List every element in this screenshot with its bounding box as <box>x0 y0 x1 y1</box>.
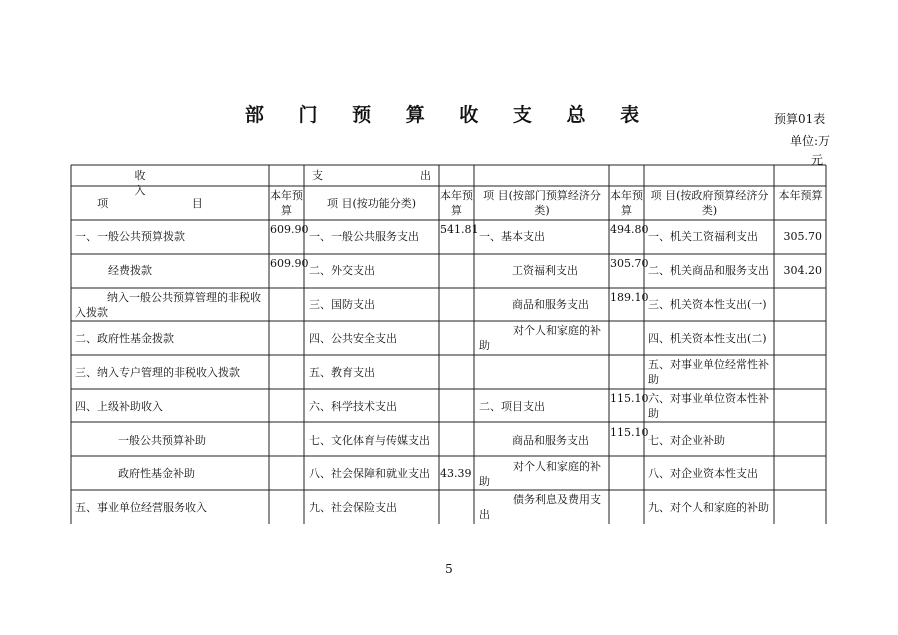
income-item: 四、上级补助收入 <box>75 400 163 413</box>
dept-item: 对个人和家庭的补助 <box>479 460 601 488</box>
col-dept-item: 项 目(按部门预算经济分类) <box>483 189 601 217</box>
dept-item: 工资福利支出 <box>512 264 578 277</box>
dept-amount: 189.10 <box>610 291 649 304</box>
dept-item: 债务利息及费用支出 <box>479 493 601 521</box>
income-item: 二、政府性基金拨款 <box>75 332 174 345</box>
table-code: 预算01表 <box>774 112 826 126</box>
dept-item: 商品和服务支出 <box>512 434 589 447</box>
dept-amount: 494.80 <box>610 223 649 236</box>
group-expense-label-left: 支 <box>312 169 323 182</box>
gov-item: 六、对事业单位资本性补助 <box>648 392 769 420</box>
page-title: 部 门 预 算 收 支 总 表 <box>244 104 654 126</box>
income-item: 一般公共预算补助 <box>118 434 206 447</box>
col-func-item: 项 目(按功能分类) <box>326 197 417 210</box>
func-item: 八、社会保障和就业支出 <box>309 467 430 480</box>
gov-item: 一、机关工资福利支出 <box>648 230 758 243</box>
gov-item: 五、对事业单位经常性补助 <box>648 358 769 386</box>
group-expense-label-right: 出 <box>420 169 431 182</box>
col-dept-budget: 本年预算 <box>610 189 643 217</box>
income-item: 三、纳入专户管理的非税收入拨款 <box>75 366 240 379</box>
dept-amount: 305.70 <box>610 257 649 270</box>
income-item: 经费拨款 <box>108 264 152 277</box>
gov-item: 二、机关商品和服务支出 <box>648 264 769 277</box>
func-item: 四、公共安全支出 <box>309 332 397 345</box>
gov-item: 四、机关资本性支出(二) <box>648 332 767 345</box>
unit-label-cont: 元 <box>811 153 824 167</box>
gov-amount: 305.70 <box>783 230 822 243</box>
dept-item: 对个人和家庭的补助 <box>479 324 601 352</box>
col-gov-item: 项 目(按政府预算经济分类) <box>650 189 769 217</box>
unit-label: 单位:万 <box>790 134 831 148</box>
col-income-budget: 本年预算 <box>270 189 303 217</box>
gov-amount: 304.20 <box>783 264 822 277</box>
page-number: 5 <box>445 562 453 576</box>
gov-item: 三、机关资本性支出(一) <box>648 298 767 311</box>
func-amount: 43.39 <box>440 467 472 480</box>
gov-item: 七、对企业补助 <box>648 434 725 447</box>
income-item: 五、事业单位经营服务收入 <box>75 501 207 514</box>
func-item: 二、外交支出 <box>309 264 375 277</box>
col-gov-budget: 本年预算 <box>778 189 823 202</box>
dept-item: 一、基本支出 <box>479 230 545 243</box>
income-amount: 609.90 <box>270 223 309 236</box>
func-item: 五、教育支出 <box>309 366 375 379</box>
group-income-label: 收 入 <box>134 169 206 197</box>
gov-item: 九、对个人和家庭的补助 <box>648 501 769 514</box>
func-amount: 541.81 <box>440 223 479 236</box>
dept-amount: 115.10 <box>610 426 649 439</box>
func-item: 三、国防支出 <box>309 298 375 311</box>
income-item: 纳入一般公共预算管理的非税收入拨款 <box>75 291 261 319</box>
func-item: 七、文化体育与传媒支出 <box>309 434 430 447</box>
col-income-item: 项 目 <box>97 197 243 210</box>
dept-item: 商品和服务支出 <box>512 298 589 311</box>
dept-amount: 115.10 <box>610 392 649 405</box>
func-item: 九、社会保险支出 <box>309 501 397 514</box>
func-item: 六、科学技术支出 <box>309 400 397 413</box>
income-amount: 609.90 <box>270 257 309 270</box>
dept-item: 二、项目支出 <box>479 400 545 413</box>
col-func-budget: 本年预算 <box>440 189 473 217</box>
income-item: 一、一般公共预算拨款 <box>75 230 185 243</box>
income-item: 政府性基金补助 <box>118 467 195 480</box>
func-item: 一、一般公共服务支出 <box>309 230 419 243</box>
gov-item: 八、对企业资本性支出 <box>648 467 758 480</box>
